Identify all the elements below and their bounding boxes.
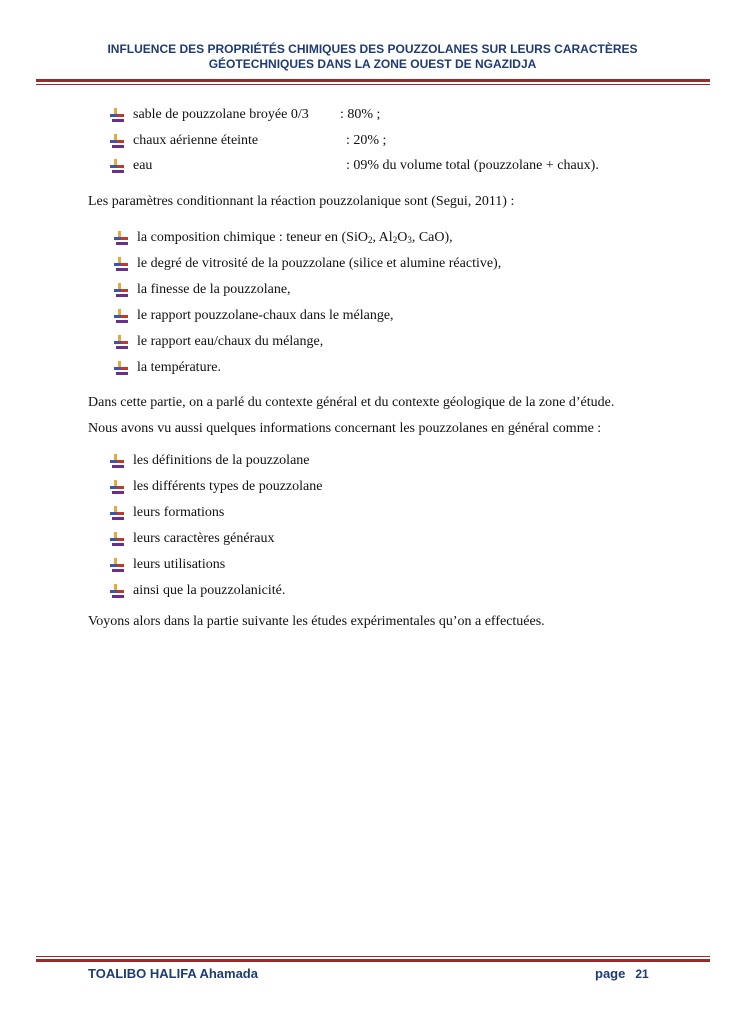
bullet-icon (110, 532, 124, 546)
param-text: la température. (137, 360, 221, 375)
bullet-icon (114, 335, 128, 349)
param-text: la finesse de la pouzzolane, (137, 282, 291, 297)
running-header (40, 42, 705, 72)
header-rule-thin (36, 84, 710, 85)
topic-text: ainsi que la pouzzolanicité. (133, 583, 286, 598)
mix-value: : 20% ; (346, 133, 387, 148)
header-title-line-2: GÉOTECHNIQUES DANS LA ZONE OUEST DE NGAZIDJA (208, 57, 537, 71)
param-text: le rapport pouzzolane-chaux dans le mélange, (137, 308, 394, 323)
footer-author: TOALIBO HALIFA Ahamada (88, 966, 258, 981)
bullet-icon (110, 454, 124, 468)
param-text: le degré de vitrosité de la pouzzolane (silice et alumine réactive), (137, 256, 502, 271)
mix-value: : 09% du volume total (pouzzolane + chaux). (346, 158, 599, 173)
params-intro: Les paramètres conditionnant la réaction pouzzolanique sont (Segui, 2011) : (88, 194, 515, 209)
summary-paragraph-1: Dans cette partie, on a parlé du contexte général et du contexte géologique de la zone d’étude. (88, 395, 615, 410)
bullet-icon (110, 506, 124, 520)
bullet-icon (110, 584, 124, 598)
param-text: le rapport eau/chaux du mélange, (137, 334, 324, 349)
topic-text: leurs formations (133, 505, 225, 520)
header-rule-thick (36, 79, 710, 82)
conclusion-paragraph: Voyons alors dans la partie suivante les études expérimentales qu’on a effectuées. (88, 614, 545, 629)
bullet-icon (110, 480, 124, 494)
bullet-icon (114, 283, 128, 297)
bullet-icon (114, 361, 128, 375)
mix-value: : 80% ; (340, 107, 381, 122)
summary-paragraph-2: Nous avons vu aussi quelques informations concernant les pouzzolanes en général comme : (88, 421, 602, 436)
topic-text: leurs utilisations (133, 557, 226, 572)
bullet-icon (114, 231, 128, 245)
footer-rule-thin (36, 956, 710, 957)
bullet-icon (114, 257, 128, 271)
footer-page-info (595, 966, 649, 981)
footer-rule-thick (36, 959, 710, 962)
topic-text: les définitions de la pouzzolane (133, 453, 310, 468)
footer-page-number: 21 (635, 967, 649, 981)
bullet-icon (114, 309, 128, 323)
bullet-icon (110, 134, 124, 148)
topic-text: les différents types de pouzzolane (133, 479, 323, 494)
bullet-icon (110, 108, 124, 122)
mix-label: sable de pouzzolane broyée 0/3 (133, 107, 309, 122)
header-title-line-1: INFLUENCE DES PROPRIÉTÉS CHIMIQUES DES POUZZOLANES SUR LEURS CARACTÈRES (107, 42, 638, 56)
bullet-icon (110, 159, 124, 173)
mix-label: eau (133, 158, 153, 173)
bullet-icon (110, 558, 124, 572)
footer-page-label: page (595, 966, 626, 981)
param-composition: la composition chimique : teneur en (SiO$_2$, $Al_2O_3$, CaO), (137, 230, 453, 245)
mix-label: chaux aérienne éteinte (133, 133, 259, 148)
topic-text: leurs caractères généraux (133, 531, 275, 546)
